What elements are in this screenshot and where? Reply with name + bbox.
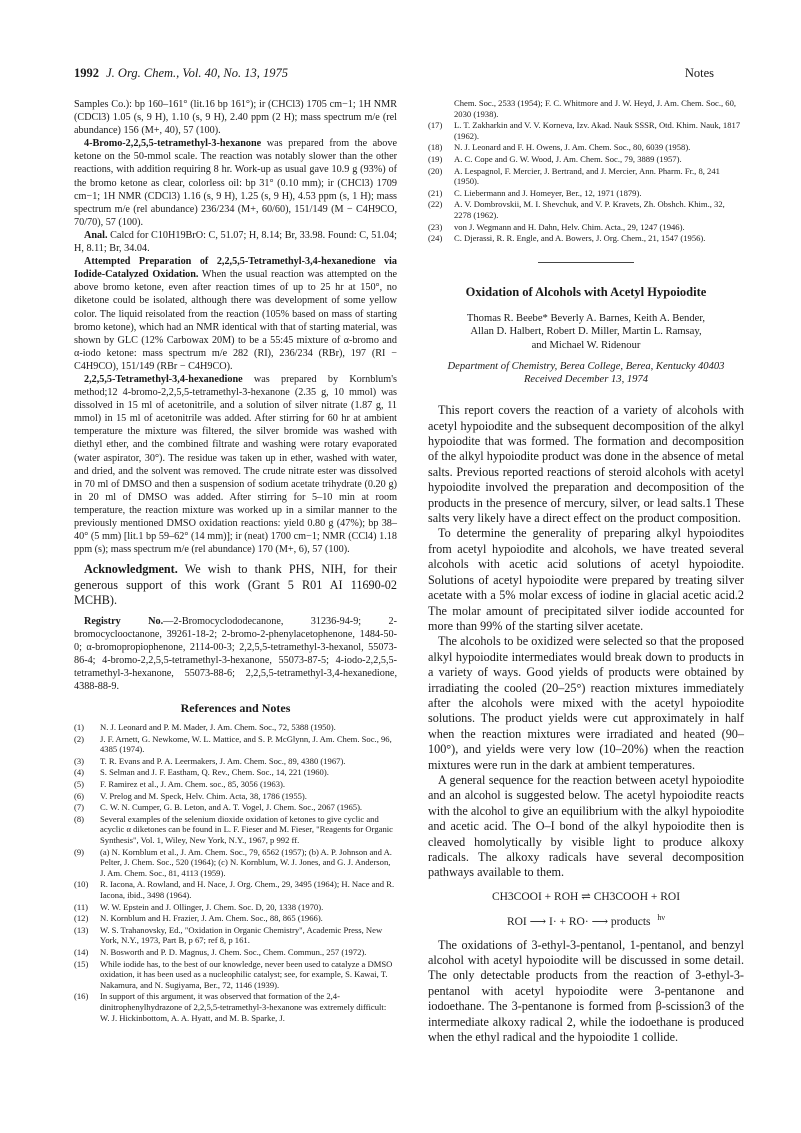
paragraph: [74, 373, 397, 556]
reference-number: (4): [74, 767, 85, 778]
reference-list: [74, 722, 397, 1023]
paragraph: [74, 137, 397, 229]
reference-item: [74, 959, 397, 991]
reference-item: [74, 913, 397, 924]
author-list: [428, 312, 744, 353]
equation-text: ROI ⟶ I· + RO· ⟶ products: [506, 915, 651, 928]
reference-number: (8): [74, 813, 85, 824]
right-column: [428, 98, 744, 1045]
reference-text: A. V. Dombrovskii, M. I. Shevchuk, and V. P. Kravets, Zh. Obshch. Khim., 32, 2278 (1962).: [454, 199, 725, 220]
author-line: Allan D. Halbert, Robert D. Miller, Martin L. Ramsay,: [470, 326, 702, 338]
left-column: [74, 98, 397, 1024]
equation-photolysis: [428, 913, 744, 928]
reference-item: [74, 847, 397, 879]
reference-text: W. S. Trahanovsky, Ed., "Oxidation in Organic Chemistry", Academic Press, New York, N.Y., 1973, Part B, p 67; ref 8, p 161.: [100, 924, 383, 946]
run-in-heading: Attempted Preparation of 2,2,5,5-Tetramethyl-3,4-hexanedione via Iodide-Catalyzed Oxidation.: [74, 256, 397, 281]
reference-text: In support of this argument, it was observed that formation of the 2,4-dinitrophenylhydrazone of 2,2,5,5-tetramethyl-3-hexanone was extremely difficult: W. J. Hickinbottom, A. A. Hyatt, and M. B. Sparke, J.: [100, 991, 387, 1023]
section-divider: [538, 262, 634, 263]
reference-text: While iodide has, to the best of our knowledge, never been used to catalyze a DMSO oxidation, it has been used as a nucleophilic catalyst; see, for example, S. Kawai, T. Nakamura, and N. Sugiyama, Ber., 72, 1146 (1939).: [100, 958, 393, 990]
reference-item: [428, 120, 744, 141]
paragraph: [74, 229, 397, 255]
author-line: and Michael W. Ridenour: [531, 339, 641, 351]
reference-text: W. W. Epstein and J. Ollinger, J. Chem. Soc. D, 20, 1338 (1970).: [100, 901, 324, 912]
reference-number: (1): [74, 722, 85, 733]
run-in-heading: Registry No.: [84, 615, 164, 627]
author-line: Thomas R. Beebe* Beverly A. Barnes, Keith A. Bender,: [466, 312, 706, 324]
reference-item: [428, 199, 744, 220]
reference-text: R. Iacona, A. Rowland, and H. Nace, J. Org. Chem., 29, 3495 (1964); H. Nace and R. Iacona, ibid., 3498 (1964).: [100, 879, 395, 900]
reference-item: [428, 166, 744, 187]
reference-number: (19): [428, 153, 443, 164]
paragraph-text: was prepared from the above ketone on the 50-mmol scale. The reaction was notably slower than the other reactions, with addition requiring 8 hr. Work-up as usual gave 10.9 g (93%) of the bromo ketone as clear, colorless oil: bp 31° (0.10 mm); ir (CHCl3) 1709 cm−1; 1H NMR (CDCl3) 1.16 (s, 9 H), 1.25 (s, 9 H), 4.53 ppm (s, 1 H); mass spectrum m/e (rel abundance) 236/234 (M+, 60/60), 151/149 (M − C4H9CO, 70/70), 57 (100).: [74, 138, 397, 228]
references-title: References and Notes: [180, 701, 291, 716]
reference-item: [74, 779, 397, 790]
reference-text: C. Liebermann and J. Homeyer, Ber., 12, 1971 (1879).: [454, 187, 642, 198]
page-header: [74, 66, 714, 84]
run-in-heading: 2,2,5,5-Tetramethyl-3,4-hexanedione: [84, 373, 243, 385]
reference-number: (12): [74, 913, 89, 924]
reference-text: A. Lespagnol, F. Mercier, J. Bertrand, and J. Mercier, Ann. Pharm. Fr., 8, 241 (1950).: [454, 165, 720, 187]
reference-text: F. Ramirez et al., J. Am. Chem. soc., 85, 3056 (1963).: [100, 779, 286, 790]
reference-number: (10): [74, 879, 89, 890]
run-in-heading: 4-Bromo-2,2,5,5-tetramethyl-3-hexanone: [84, 138, 262, 150]
reference-item: [428, 222, 744, 233]
reference-text: Several examples of the selenium dioxide oxidation of ketones to give cyclic and acyclic α diketones can be found in L. F. Fieser and M. Fieser, "Reagents for Organic Synthesis", Vol. 1, Wiley, New York, N.Y., 1967, p 992 ff.: [100, 813, 393, 845]
reference-item: [74, 722, 397, 733]
reference-number: (9): [74, 846, 85, 857]
reference-text: Chem. Soc., 2533 (1954); F. C. Whitmore and J. W. Heyd, J. Am. Chem. Soc., 60, 2030 (1938).: [454, 98, 737, 119]
reference-item: [74, 767, 397, 778]
reference-number: (14): [74, 946, 89, 957]
reference-text: N. Kornblum and H. Frazier, J. Am. Chem. Soc., 88, 865 (1966).: [100, 913, 323, 924]
paragraph: [74, 255, 397, 373]
reference-text: N. J. Leonard and P. M. Mader, J. Am. Chem. Soc., 72, 5388 (1950).: [100, 722, 336, 733]
reference-item: [74, 814, 397, 846]
reference-text: von J. Wegmann and H. Dahn, Helv. Chim. Acta., 29, 1247 (1946).: [454, 221, 685, 232]
reference-item: [74, 879, 397, 900]
reference-number: (20): [428, 165, 443, 176]
reference-number: (24): [428, 233, 443, 244]
reference-text: S. Selman and J. F. Eastham, Q. Rev., Chem. Soc., 14, 221 (1960).: [100, 767, 329, 778]
reference-item: [428, 154, 744, 165]
light-symbol: hν: [657, 912, 666, 922]
reference-list-continued: [428, 98, 744, 244]
reference-number: (21): [428, 187, 443, 198]
reference-number: (6): [74, 790, 85, 801]
paragraph-text: was prepared by Kornblum's method;12 4-bromo-2,2,5,5-tetramethyl-3-hexanone (2.35 g, 10 mmol) was dissolved in 15 ml of acetonitrile, and a solution of silver nitrate (1.87 g, 11 mmol) in 15 ml of acetonitrile was added. After stirring for 60 hr at ambient temperature the mixture was filtered, the silver bromide was washed with diethyl ether, and the combined filtrate and washing were rotary evaporated (water aspirator, 30°). The residue was taken up in ether, washed with water, and dried, and the solvent was removed. The crude nitrate ester was dissolved in 70 ml of DMSO and then a suspension of sodium acetate trihydrate (0.20 g) in 20 ml of DMSO was added. After stirring for 5–10 min at room temperature, the reaction mixture was worked up in a similar manner to the previously mentioned DMSO oxidation reactions: yield 0.80 g (47%); bp 38–40° (5 mm) [lit.1 bp 59–62° (14 mm)]; ir (neat) 1700 cm−1; NMR (CCl4) 1.18 ppm (s); mass spectrum m/e (rel abundance) 170 (M+, 6), 57 (100).: [74, 373, 397, 556]
reference-item: [74, 802, 397, 813]
reference-number: (23): [428, 221, 443, 232]
body-paragraph: The oxidations of 3-ethyl-3-pentanol, 1-pentanol, and benzyl alcohol with acetyl hypoiodite will be discussed in some detail. The only detectable products from the reaction of 3-ethyl-3-pentanol with acetyl hypoiodite were 3-pentanone and iodoethane. The 3-pentanone is formed from β-scission3 of the intermediate alkoxy radical 2, while the iodoethane is produced when the ethyl radical and the hypoiodite 1 collide.: [428, 937, 744, 1045]
reference-item: [74, 791, 397, 802]
reference-item: [428, 188, 744, 199]
reference-number: (18): [428, 142, 443, 153]
reference-number: (3): [74, 755, 85, 766]
article-title: Oxidation of Alcohols with Acetyl Hypoiodite: [465, 284, 707, 299]
reference-item: [74, 991, 397, 1023]
body-paragraph: To determine the generality of preparing alkyl hypoiodites from acetyl hypoiodite and alcohols, we have treated several alcohols with acetic acid solutions of acetyl hypoiodite. Solutions of acetyl hypoiodite were prepared by treating silver acetate with a 5% molar excess of iodine in glacial acetic acid.2 The molar amount of precipitated silver iodide accounted for more than 99% of the starting silver acetate.: [428, 526, 744, 633]
reference-item: [74, 902, 397, 913]
reference-item: [428, 233, 744, 244]
affiliation: Department of Chemistry, Berea College, Berea, Kentucky 40403: [447, 361, 725, 373]
reference-number: (11): [74, 901, 88, 912]
reference-text: L. T. Zakharkin and V. V. Korneva, Izv. Akad. Nauk SSSR, Otd. Khim. Nauk, 1817 (1962).: [454, 120, 741, 141]
reference-number: (15): [74, 958, 89, 969]
reference-item: [428, 98, 744, 119]
paragraph-text: We wish to thank PHS, NIH, for their generous support of this work (Grant 5 R01 AI 11690-02 MCHB).: [74, 562, 397, 608]
reference-number: (17): [428, 120, 443, 131]
paragraph-text: Calcd for C10H19BrO: C, 51.07; H, 8.14; Br, 33.98. Found: C, 51.04; H, 8.11; Br, 34.04.: [74, 229, 397, 255]
paragraph-text: When the usual reaction was attempted on the above bromo ketone, even after reaction times of up to 25 hr at 150°, no diketone could be isolated, although there was development of some yellow color. The liquid reisolated from the reaction (105% based on mass of starting bromo ketone), which had an NMR identical with that of starting material, was shown by GLC (12% Carbowax 20M) to be a 55:45 mixture of α-bromo and α-iodo ketone: mass spectrum m/e 282 (RI), 236/234 (RBr), 197 (RI − C4H9CO), 151/149 (RBr − C4H9CO).: [74, 269, 397, 372]
reference-text: (a) N. Kornblum et al., J. Am. Chem. Soc., 79, 6562 (1957); (b) A. P. Johnson and A. Pelter, J. Chem. Soc., 520 (1964); (c) N. Kornblum, W. J. Jones, and G. J. Anderson, J. Am. Chem. Soc., 81, 4113 (1959).: [100, 846, 392, 878]
reference-text: J. F. Arnett, G. Newkome, W. L. Mattice, and S. P. McGlynn, J. Am. Chem. Soc., 96, 4385 (1974).: [100, 733, 392, 755]
paragraph-text: —2-Bromocyclododecanone, 31236-94-9; 2-bromocyclooctanone, 39261-18-2; 2-bromo-2-phenylacetophenone, 1484-50-0; α-bromopropiophenone, 2114-00-3; 2,2,5,5-tetramethyl-3-hexanol, 55073-86-4; 4-bromo-2,2,5,5-tetramethyl-3-hexanone, 55073-87-5; 4-iodo-2,2,5,5-tetramethyl-3-hexanone, 55073-88-6; 2,2,5,5-tetramethyl-3,4-hexanedione, 4388-88-9.: [74, 615, 397, 692]
reference-item: [74, 925, 397, 946]
body-paragraph: A general sequence for the reaction between acetyl hypoiodite and an alcohol is suggested below. The acetyl hypoiodite reacts with the alcohol to give an equilibrium with the alkyl hypoiodite and acetic acid. The O–I bond of the alkyl hypoiodite then is cleaved homolytically by visible light to produce alkoxy radicals. The alkoxy radicals have several decomposition pathways available to them.: [428, 772, 744, 880]
reference-number: (5): [74, 779, 85, 790]
reference-text: A. C. Cope and G. W. Wood, J. Am. Chem. Soc., 79, 3889 (1957).: [454, 153, 682, 164]
reference-number: [428, 98, 454, 119]
acknowledgment: [74, 562, 397, 608]
reference-item: [428, 142, 744, 153]
reference-number: (2): [74, 733, 85, 744]
reference-text: V. Prelog and M. Speck, Helv. Chim. Acta, 38, 1786 (1955).: [100, 790, 307, 801]
paragraph: Samples Co.): bp 160–161° (lit.16 bp 161°); ir (CHCl3) 1705 cm−1; 1H NMR (CDCl3) 1.05 (s, 9 H), 1.10 (s, 9 H), 2.40 ppm (2 H); mass spectrum m/e (rel abundance) 156 (M+, 40), 57 (100).: [74, 99, 397, 137]
reference-text: C. Djerassi, R. R. Engle, and A. Bowers, J. Org. Chem., 21, 1547 (1956).: [454, 233, 706, 244]
reference-item: [74, 734, 397, 755]
reference-item: [74, 756, 397, 767]
equation-equilibrium: CH3COOI + ROH ⇌ CH3COOH + ROI: [491, 890, 681, 903]
reference-item: [74, 947, 397, 958]
received-date: Received December 13, 1974: [523, 374, 649, 386]
journal-citation: J. Org. Chem., Vol. 40, No. 13, 1975: [106, 66, 288, 80]
reference-text: C. W. N. Cumper, G. B. Leton, and A. T. Vogel, J. Chem. Soc., 2067 (1965).: [100, 802, 363, 813]
reference-text: N. J. Leonard and F. H. Owens, J. Am. Chem. Soc., 80, 6039 (1958).: [454, 142, 691, 153]
registry-numbers: [74, 615, 397, 694]
reference-text: N. Bosworth and P. D. Magnus, J. Chem. Soc., Chem. Commun., 257 (1972).: [100, 946, 367, 957]
body-paragraph: The alcohols to be oxidized were selected so that the proposed alkyl hypoiodite intermediates would break down to products in a variety of ways. Good yields of products were obtained by irradiating the cooled (20–25°) reaction mixtures immediately after the alcohols were mixed with the acetyl hypoiodite solutions. The product yields were cut approximately in half when the reaction mixtures were irradiated and heated (90–100°), and yields were very low (10–20%) when the reaction mixtures were run in the dark at ambient temperatures.: [428, 634, 744, 772]
body-paragraph: This report covers the reaction of a variety of alcohols with acetyl hypoiodite and the subsequent decomposition of the alkyl hypoiodite that was formed. The formation and decomposition of the alkyl hypoiodite product was done in the absence of metal salts. Previous reported reactions of steroid alcohols with acetyl hypoiodite involved the preparation and decomposition of the products in the presence of mercury, silver, or lead salts.1 These salts very likely have a direct effect on the product composition.: [428, 403, 744, 526]
reference-number: (22): [428, 199, 443, 210]
section-label: Notes: [684, 66, 714, 80]
reference-number: (7): [74, 802, 85, 813]
reference-number: (16): [74, 991, 89, 1002]
reference-text: T. R. Evans and P. A. Leermakers, J. Am. Chem. Soc., 89, 4380 (1967).: [100, 755, 346, 766]
page-number: 1992: [74, 66, 99, 80]
run-in-heading: Anal.: [84, 229, 108, 241]
reference-number: (13): [74, 924, 89, 935]
run-in-heading: Acknowledgment.: [84, 562, 178, 577]
